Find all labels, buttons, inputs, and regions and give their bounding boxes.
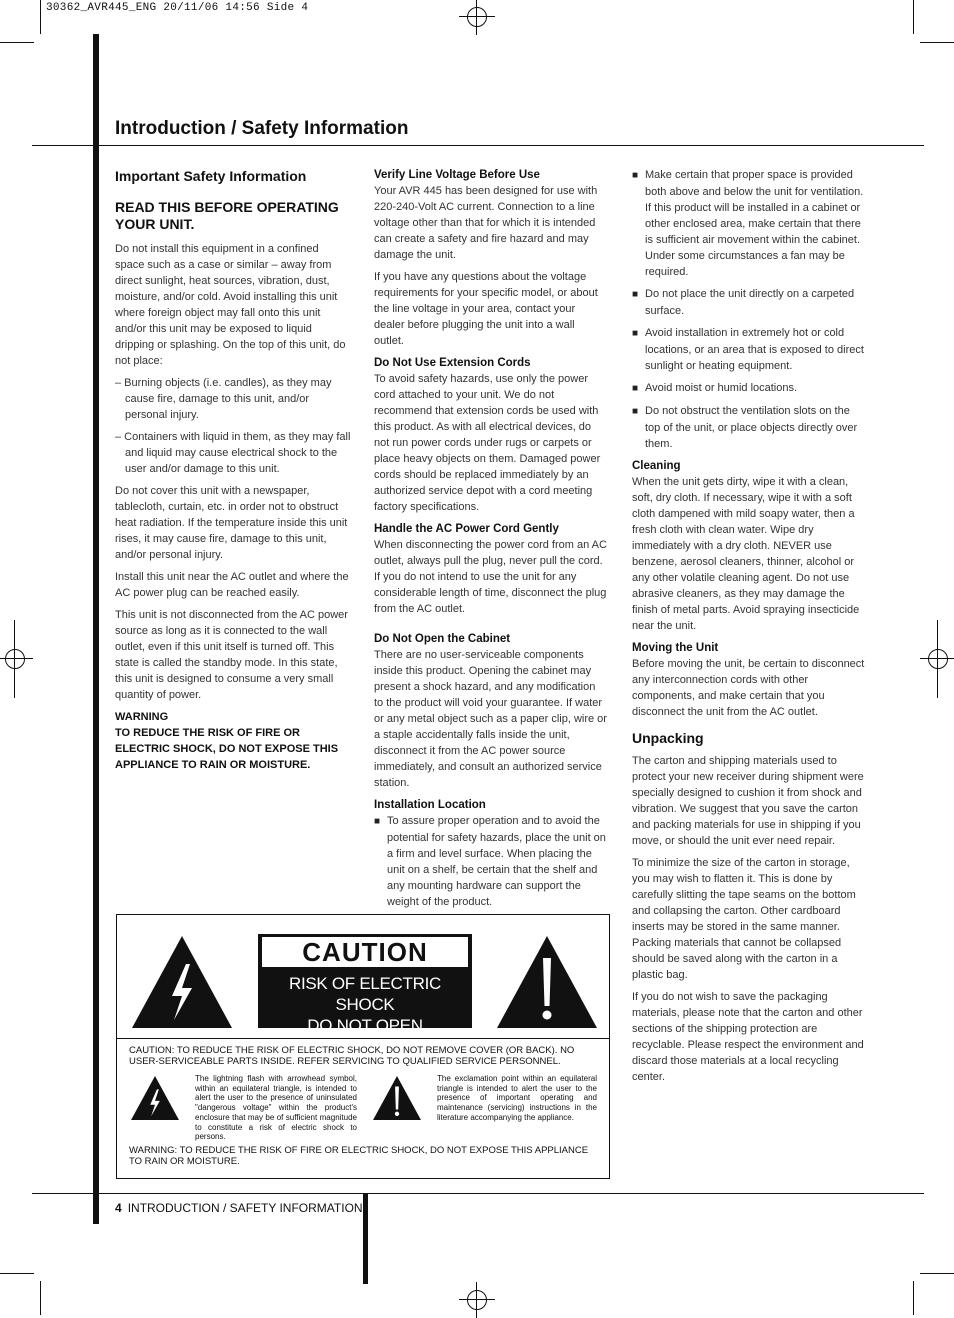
paragraph: Do not install this equipment in a confined space such as a case or similar – away from direct sunlight, heat sources, vibration, dust, moisture, and/or cold. Avoid installing this unit where foreign object may fall onto this unit and/or this unit may be exposed to liquid dripping or splashing. On the top of this unit, do not place: — [115, 243, 346, 367]
crop-mark — [920, 1273, 954, 1274]
subsection-heading: Handle the AC Power Cord Gently — [374, 523, 559, 535]
read-before-heading: READ THIS BEFORE OPERATING YOUR UNIT. — [115, 199, 339, 232]
lightning-warning-icon — [130, 934, 234, 1030]
paragraph: If you do not wish to save the packaging materials, please note that the carton and other sections of the shipping protection are recyclable. Please respect the environment and discard those materials at a local recycling center. — [632, 991, 864, 1083]
footer-section: INTRODUCTION / SAFETY INFORMATION — [127, 1201, 363, 1215]
dash-item: – Burning objects (i.e. candles), as they may cause fire, damage to this unit, and/or personal injury. — [115, 377, 332, 421]
print-slug: 30362_AVR445_ENG 20/11/06 14:56 Side 4 — [46, 2, 309, 14]
paragraph: Install this unit near the AC outlet and where the AC power plug can be reached easily. — [115, 571, 349, 599]
crop-mark — [937, 620, 938, 698]
column-2 — [374, 167, 607, 916]
lightning-warning-icon-small — [130, 1075, 180, 1121]
exclamation-explanation: The exclamation point within an equilateral triangle is intended to alert the user to the presence of important operating and maintenance (servicing) instructions in the literature accompanying the appliance. — [437, 1074, 597, 1122]
header-rule — [32, 145, 924, 146]
paragraph: When the unit gets dirty, wipe it with a clean, soft, dry cloth. If necessary, wipe it with a soft cloth dampened with mild soapy water, then a fresh cloth with clean water. Wipe dry immediately with a dry cloth. NEVER use benzene, aerosol cleaners, thinner, alcohol or any other volatile cleaning agent. Do not use abrasive cleaners, as they may damage the finish of metal parts. Avoid spraying insecticide near the unit. — [632, 476, 860, 632]
bullet-item: ■ To assure proper operation and to avoid the potential for safety hazards, place the unit on a firm and level surface. When placing the unit on a shelf, be certain that the shelf and any mounting hardware can support the weight of the product. — [374, 813, 607, 910]
caution-label — [258, 934, 472, 1035]
subsection-heading: Installation Location — [374, 799, 486, 811]
bullet-item: ■ Do not obstruct the ventilation slots on the top of the unit, or place objects directly over them. — [632, 403, 868, 452]
page-number: 4 — [115, 1201, 122, 1215]
exclamation-warning-icon — [495, 934, 599, 1030]
paragraph: Before moving the unit, be certain to disconnect any interconnection cords with other components, and make certain that you disconnect the unit from the AC outlet. — [632, 658, 865, 718]
caution-line-1: RISK OF ELECTRIC SHOCK — [288, 974, 441, 1014]
crop-mark — [913, 0, 914, 34]
registration-mark-icon — [459, 1282, 495, 1318]
caution-line-2: DO NOT OPEN — [307, 1016, 423, 1035]
caution-label-box — [116, 914, 610, 1179]
caution-word: CAUTION — [262, 937, 468, 967]
paragraph: This unit is not disconnected from the AC power source as long as it is connected to the wall outlet, even if this unit itself is turned off. This state is called the standby mode. In this state, this unit is designed to consume a very small quantity of power. — [115, 609, 348, 701]
registration-mark-icon — [459, 0, 495, 35]
lightning-explanation: The lightning flash with arrowhead symbol, within an equilateral triangle, is intended to alert the user to the presence of uninsulated "dangerous voltage" within the product's enclosure that may be of sufficient magnitude to constitute a risk of electric shock to persons. — [195, 1074, 357, 1142]
caution-text: CAUTION: TO REDUCE THE RISK OF ELECTRIC SHOCK, DO NOT REMOVE COVER (OR BACK). NO USER-SERVICEABLE PARTS INSIDE. REFER SERVICING TO QUALIFIED SERVICE PERSONNEL. — [129, 1045, 575, 1067]
bullet-item: ■ Avoid installation in extremely hot or cold locations, or an area that is exposed to direct sunlight or heating equipment. — [632, 325, 868, 374]
paragraph: There are no user-serviceable components inside this product. Opening the cabinet may present a shock hazard, and any modification to the product will void your guarantee. If water or any metal object such as a paper clip, wire or a staple accidentally falls inside the unit, disconnect it from the AC power source immediately, and consult an authorized service station. — [374, 649, 607, 789]
section-heading: Important Safety Information — [115, 168, 307, 184]
paragraph: Do not cover this unit with a newspaper, tablecloth, curtain, etc. in order not to obstruct heat radiation. If the temperature inside this unit rises, it may cause fire, damage to this unit, and/or personal injury. — [115, 485, 348, 561]
page-footer — [115, 1201, 363, 1215]
paragraph: To avoid safety hazards, use only the power cord attached to your unit. We do not recommend that extension cords be used with this product. As with all electrical devices, do not run power cords under rugs or carpets or place heavy objects on them. Damaged power cords should be replaced immediately by an authorized service depot with a cord meeting factory specifications. — [374, 373, 601, 513]
crop-mark — [40, 1281, 41, 1315]
unpacking-heading: Unpacking — [632, 730, 704, 746]
divider — [117, 1038, 609, 1039]
subsection-heading: Moving the Unit — [632, 642, 719, 654]
subsection-heading: Cleaning — [632, 460, 681, 472]
paragraph: To minimize the size of the carton in storage, you may wish to flatten it. This is done by carefully slitting the tape seams on the bottom and collapsing the carton. Other cardboard inserts may be stored in the same manner. Packing materials that cannot be collapsed should be saved along with the carton in a plastic bag. — [632, 857, 856, 981]
paragraph: If you have any questions about the voltage requirements for your specific model, or about the line voltage in your area, contact your dealer before plugging the unit into a wall outlet. — [374, 271, 598, 347]
dash-item: – Containers with liquid in them, as they may fall and liquid may cause electrical shock to the user and/or damage to this unit. — [115, 431, 351, 475]
crop-mark — [0, 1273, 34, 1274]
exclamation-warning-icon-small — [372, 1075, 422, 1121]
crop-mark — [0, 42, 34, 43]
crop-mark — [14, 620, 15, 698]
bullet-item: ■ Do not place the unit directly on a carpeted surface. — [632, 286, 868, 319]
paragraph: When disconnecting the power cord from an AC outlet, always pull the plug, never pull the cord. If you do not intend to use the unit for any considerable length of time, disconnect the plug from the AC outlet. — [374, 539, 607, 615]
crop-mark — [913, 1281, 914, 1315]
subsection-heading: Do Not Use Extension Cords — [374, 357, 531, 369]
subsection-heading: Do Not Open the Cabinet — [374, 633, 511, 645]
caution-warning-text: WARNING: TO REDUCE THE RISK OF FIRE OR ELECTRIC SHOCK, DO NOT EXPOSE THIS APPLIANCE TO RAIN OR MOISTURE. — [129, 1145, 589, 1167]
crop-mark — [920, 42, 954, 43]
paragraph: The carton and shipping materials used to protect your new receiver during shipment were specially designed to cushion it from shock and vibration. We suggest that you save the carton and packing materials for use in shipping if you move, or should the unit ever need repair. — [632, 755, 864, 847]
subsection-heading: Verify Line Voltage Before Use — [374, 169, 540, 181]
bullet-item: ■ Avoid moist or humid locations. — [632, 380, 868, 397]
page-spine-bar — [93, 34, 99, 1224]
column-3 — [632, 167, 868, 1091]
warning-text: TO REDUCE THE RISK OF FIRE OR ELECTRIC SHOCK, DO NOT EXPOSE THIS APPLIANCE TO RAIN OR MOISTURE. — [115, 727, 339, 771]
paragraph: Your AVR 445 has been designed for use with 220-240-Volt AC current. Connection to a line voltage other than that for which it is intended can create a safety and fire hazard and may damage the unit. — [374, 185, 598, 261]
bullet-item: ■ Make certain that proper space is provided both above and below the unit for ventilation. If this product will be installed in a cabinet or other enclosed area, make certain that there is sufficient air movement within the cabinet. Under some circumstances a fan may be required. — [632, 167, 868, 280]
column-1 — [115, 168, 351, 773]
registration-mark-icon — [0, 641, 33, 677]
footer-rule — [32, 1193, 924, 1194]
page-title: Introduction / Safety Information — [115, 118, 409, 139]
footer-bar — [363, 1194, 368, 1284]
warning-label: WARNING — [115, 711, 169, 723]
crop-mark — [40, 0, 41, 34]
